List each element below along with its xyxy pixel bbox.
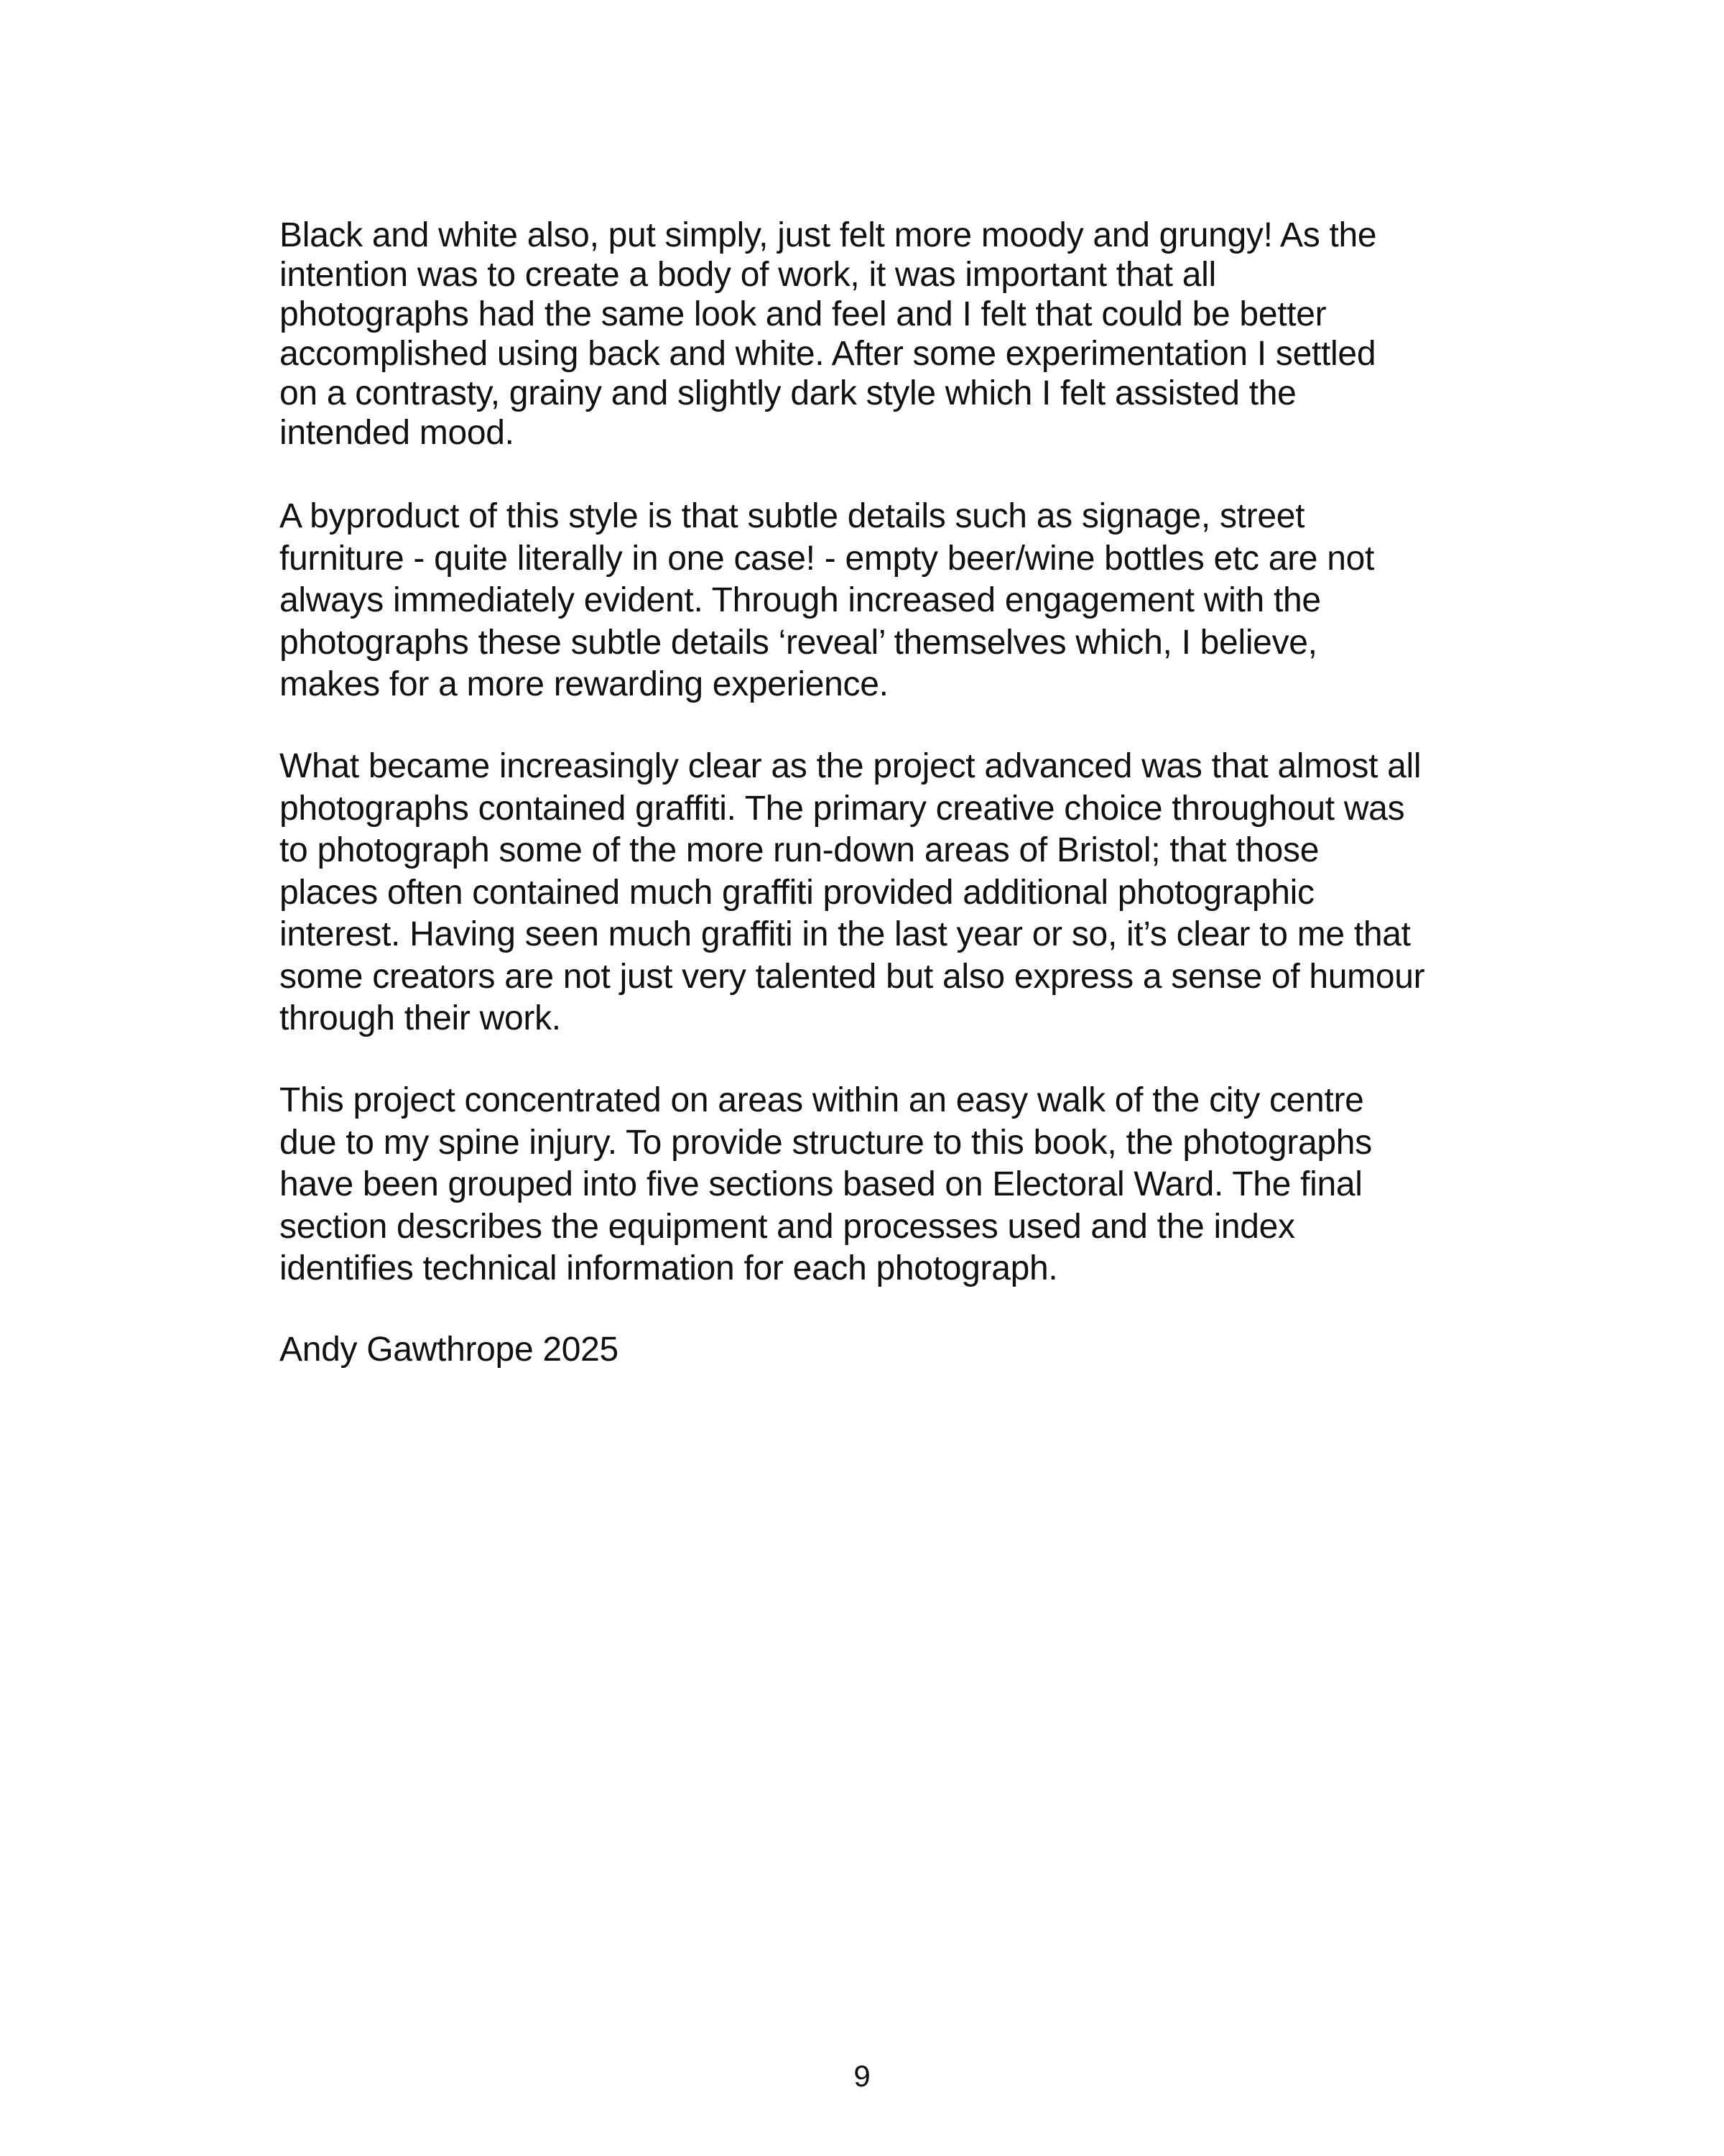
paragraph-line: identifies technical information for each photograph. [279, 1249, 1058, 1287]
paragraph-line: photographs these subtle details ‘reveal’ themselves which, I believe, [279, 623, 1317, 662]
paragraph-black-and-white [279, 216, 1544, 453]
paragraph-line: makes for a more rewarding experience. [279, 665, 889, 703]
paragraph-line: accomplished using back and white. After some experimentation I settled [279, 335, 1376, 373]
page-number: 9 [853, 2059, 871, 2093]
paragraph-line: always immediately evident. Through increased engagement with the [279, 581, 1321, 619]
paragraph-line: furniture - quite literally in one case! - empty beer/wine bottles etc are not [279, 539, 1375, 578]
author-signature [279, 1329, 1544, 1371]
paragraph-graffiti [279, 746, 1544, 1040]
paragraph-line: photographs contained graffiti. The primary creative choice throughout was [279, 789, 1405, 828]
paragraph-line: intention was to create a body of work, it was important that all [279, 256, 1216, 294]
paragraph-line: interest. Having seen much graffiti in the last year or so, it’s clear to me that [279, 915, 1411, 953]
paragraph-line: section describes the equipment and processes used and the index [279, 1207, 1295, 1246]
paragraph-line: on a contrasty, grainy and slightly dark style which I felt assisted the [279, 374, 1297, 412]
paragraph-line: due to my spine injury. To provide structure to this book, the photographs [279, 1123, 1372, 1162]
paragraph-line: intended mood. [279, 414, 514, 452]
paragraph-project-structure [279, 1080, 1544, 1290]
paragraph-line: places often contained much graffiti provided additional photographic [279, 873, 1315, 912]
paragraph-line: have been grouped into five sections based on Electoral Ward. The final [279, 1165, 1363, 1203]
paragraph-line: What became increasingly clear as the project advanced was that almost all [279, 747, 1422, 785]
paragraph-line: photographs had the same look and feel and I felt that could be better [279, 295, 1327, 333]
paragraph-line: some creators are not just very talented but also express a sense of humour [279, 957, 1425, 996]
signature-line: Andy Gawthrope 2025 [279, 1331, 618, 1369]
paragraph-line: Black and white also, put simply, just felt more moody and grungy! As the [279, 216, 1377, 254]
paragraph-line: A byproduct of this style is that subtle details such as signage, street [279, 497, 1305, 535]
paragraph-line: through their work. [279, 999, 561, 1037]
paragraph-line: This project concentrated on areas within an easy walk of the city centre [279, 1081, 1364, 1119]
paragraph-line: to photograph some of the more run-down areas of Bristol; that those [279, 831, 1320, 869]
paragraph-byproduct [279, 496, 1544, 706]
